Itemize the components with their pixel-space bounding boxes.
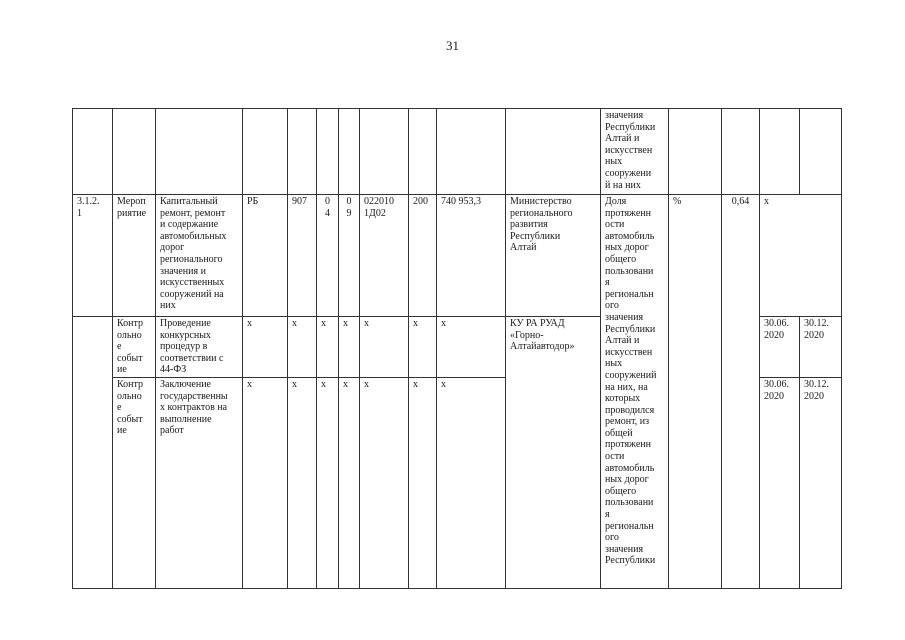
cell-number [73, 109, 113, 195]
cell-type: Мероп риятие [113, 195, 156, 317]
cell-executor: Министерство регионального развития Республики Алтай [506, 195, 601, 317]
cell-vr: 200 [409, 195, 437, 317]
cell-rz: х [317, 377, 339, 588]
cell-date-end [800, 109, 842, 195]
cell-date-start: 30.06. 2020 [760, 377, 800, 588]
cell-csr: х [360, 377, 409, 588]
cell-number: 3.1.2. 1 [73, 195, 113, 317]
cell-date-end: 30.12. 2020 [800, 377, 842, 588]
cell-csr [360, 109, 409, 195]
cell-unit [669, 109, 722, 195]
cell-source: РБ [243, 195, 288, 317]
cell-type [113, 109, 156, 195]
table-row [73, 195, 842, 317]
cell-vr: х [409, 317, 437, 378]
cell-source: х [243, 317, 288, 378]
program-table [72, 108, 842, 589]
cell-unit: % [669, 195, 722, 589]
cell-rz [317, 109, 339, 195]
cell-executor: КУ РА РУАД «Горно- Алтайавтодор» [506, 317, 601, 589]
cell-grbs: х [288, 317, 317, 378]
cell-indicator: Доля протяженн ости автомобиль ных дорог общего пользовани я региональн ого значения Республики Алтай и искусствен ных сооружений на них, на которых проводился ремонт, из общей протяженн ости автомобиль ных дорог общего пользовани я региональн ого значения Республики [601, 195, 669, 589]
cell-rz: х [317, 317, 339, 378]
cell-name: Капитальный ремонт, ремонт и содержание автомобильных дорог регионального значения и искусственных сооружений на них [156, 195, 243, 317]
cell-value: 0,64 [722, 195, 760, 589]
cell-grbs: 907 [288, 195, 317, 317]
page-number: 31 [446, 38, 459, 53]
cell-csr: х [360, 317, 409, 378]
cell-number [73, 317, 113, 589]
cell-date-end: 30.12. 2020 [800, 317, 842, 378]
cell-date-start [760, 109, 800, 195]
cell-name [156, 109, 243, 195]
cell-date-mark: х [760, 195, 842, 317]
cell-pr: х [339, 317, 360, 378]
cell-csr: 022010 1Д02 [360, 195, 409, 317]
cell-vr: х [409, 377, 437, 588]
table-row [73, 109, 842, 195]
cell-indicator: значения Республики Алтай и искусствен ных сооружени й на них [601, 109, 669, 195]
cell-pr: х [339, 377, 360, 588]
cell-amount: х [437, 317, 506, 378]
cell-type: Контр ольно е событ ие [113, 377, 156, 588]
cell-type: Контр ольно е событ ие [113, 317, 156, 378]
cell-source: х [243, 377, 288, 588]
cell-executor [506, 109, 601, 195]
cell-rz: 0 4 [317, 195, 339, 317]
cell-grbs: х [288, 377, 317, 588]
cell-amount [437, 109, 506, 195]
cell-date-start: 30.06. 2020 [760, 317, 800, 378]
cell-grbs [288, 109, 317, 195]
cell-name: Заключение государственны х контрактов на выполнение работ [156, 377, 243, 588]
cell-pr [339, 109, 360, 195]
cell-amount: 740 953,3 [437, 195, 506, 317]
cell-source [243, 109, 288, 195]
cell-name: Проведение конкурсных процедур в соответствии с 44-ФЗ [156, 317, 243, 378]
cell-vr [409, 109, 437, 195]
cell-pr: 0 9 [339, 195, 360, 317]
cell-value [722, 109, 760, 195]
cell-amount: х [437, 377, 506, 588]
